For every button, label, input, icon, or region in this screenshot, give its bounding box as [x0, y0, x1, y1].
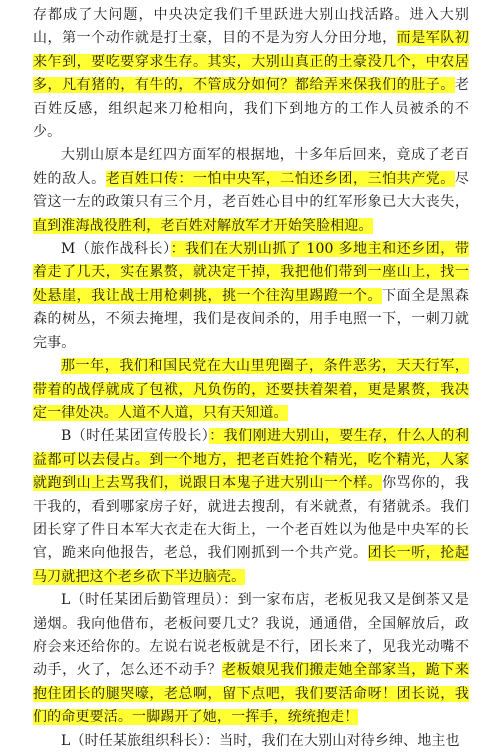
- paragraph-6: [33, 589, 469, 729]
- highlighted-text: 团长一听，抡起马刀就把这个老乡砍下半边脑壳。: [33, 545, 469, 585]
- highlighted-text: 直到淮海战役胜利，老百姓对解放军才开始笑脸相迎。: [33, 217, 373, 234]
- body-text: 老百姓反感，组织起来刀枪相向，我们下到地方的工作人员被杀的不少。: [33, 77, 469, 141]
- body-text: 存都成了大问题，中央决定我们千里跃进大别山找活路。进入大别山，第一个动作就是打土豪，目的不是为穷人分田分地，: [33, 7, 469, 47]
- paragraph-2: [33, 144, 469, 238]
- body-text: 你骂你的，我干我的，看到哪家房子好，就进去搜刮，有米就煮，有猪就杀。我们团长穿了件日本军大衣走在大街上，一个老百姓以为他是中央军的长官，跪来向他报告，老总，我们刚抓到一个共产党。: [33, 475, 469, 562]
- highlighted-text: ：我们刚进大别山，要生存，什么人的利益都可以去侵占。到一个地方，把老百姓抢个精光，吃个精光，人家就跑到山上去骂我们，说跟日本鬼子进大别山一个样。: [33, 428, 470, 492]
- paragraph-1: [33, 4, 469, 144]
- highlighted-text: 而是军队初来乍到，要吃要穿求生存。其实，大别山真正的土豪没几个，中农居多，凡有猪的，有牛的，不管成分如何？都给弄来保我们的肚子。: [33, 30, 470, 94]
- highlighted-text: 那一年，我们和国民党在大山里兜圈子，条件恶劣，天天行军，带着的战俘就成了包袱，凡负伤的，还要扶着架着，更是累赘，我决定一律处决。人道不人道，只有天知道。: [33, 358, 469, 421]
- paragraph-7: [33, 730, 469, 753]
- body-text: L（时任某旅组织科长）：当时，我们在大别山对待乡绅、地主也: [61, 732, 460, 749]
- highlighted-text: ：我们在大别山抓了 100 多地主和还乡团，带着走了几天，实在累赘，就决定干掉，我把他们带到一座山上，找一处悬崖，我让战士用枪刺挑，挑一个往沟里踢蹬一个。: [33, 241, 469, 304]
- body-text: 尽管这一左的政策只有三个月，老百姓心目中的红军形象已大大丧失，: [33, 170, 469, 211]
- paragraph-4: [33, 355, 469, 425]
- highlighted-text: 老百姓口传：一怕中央军，二怕还乡团，三怕共产党。: [105, 170, 455, 187]
- paragraph-3: [33, 238, 469, 355]
- body-text: M（旅作战科长）: [61, 241, 171, 258]
- body-text: B（时任某团宣传股长）: [61, 428, 210, 445]
- paragraph-5: [33, 425, 469, 589]
- body-text: L（时任某团后勤管理员）：到一家布店，老板见我又是倒茶又是递烟。我向他借布，老板问要几丈？我说，通通借，全国解放后，政府会来还给你的。左说右说老板就是不行，团长来了，见我光动嘴不动手，火了，怎么还不动手？: [33, 592, 469, 679]
- body-text: 下面全是黑森森的树丛，不须去掩埋，我们是夜间杀的，用手电照一下，一刺刀就完事。: [33, 287, 469, 351]
- highlighted-text: 老板娘见我们搬走她全部家当，跪下来抱住团长的腿哭嚎，老总啊，留下点吧，我们要活命呀！团长说，我们的命更要活。一脚踢开了她，一挥手，统统抱走！: [33, 662, 469, 726]
- body-text: 大别山原本是红四方面军的根据地，十多年后回来，竟成了老百姓的敌人。: [33, 147, 469, 187]
